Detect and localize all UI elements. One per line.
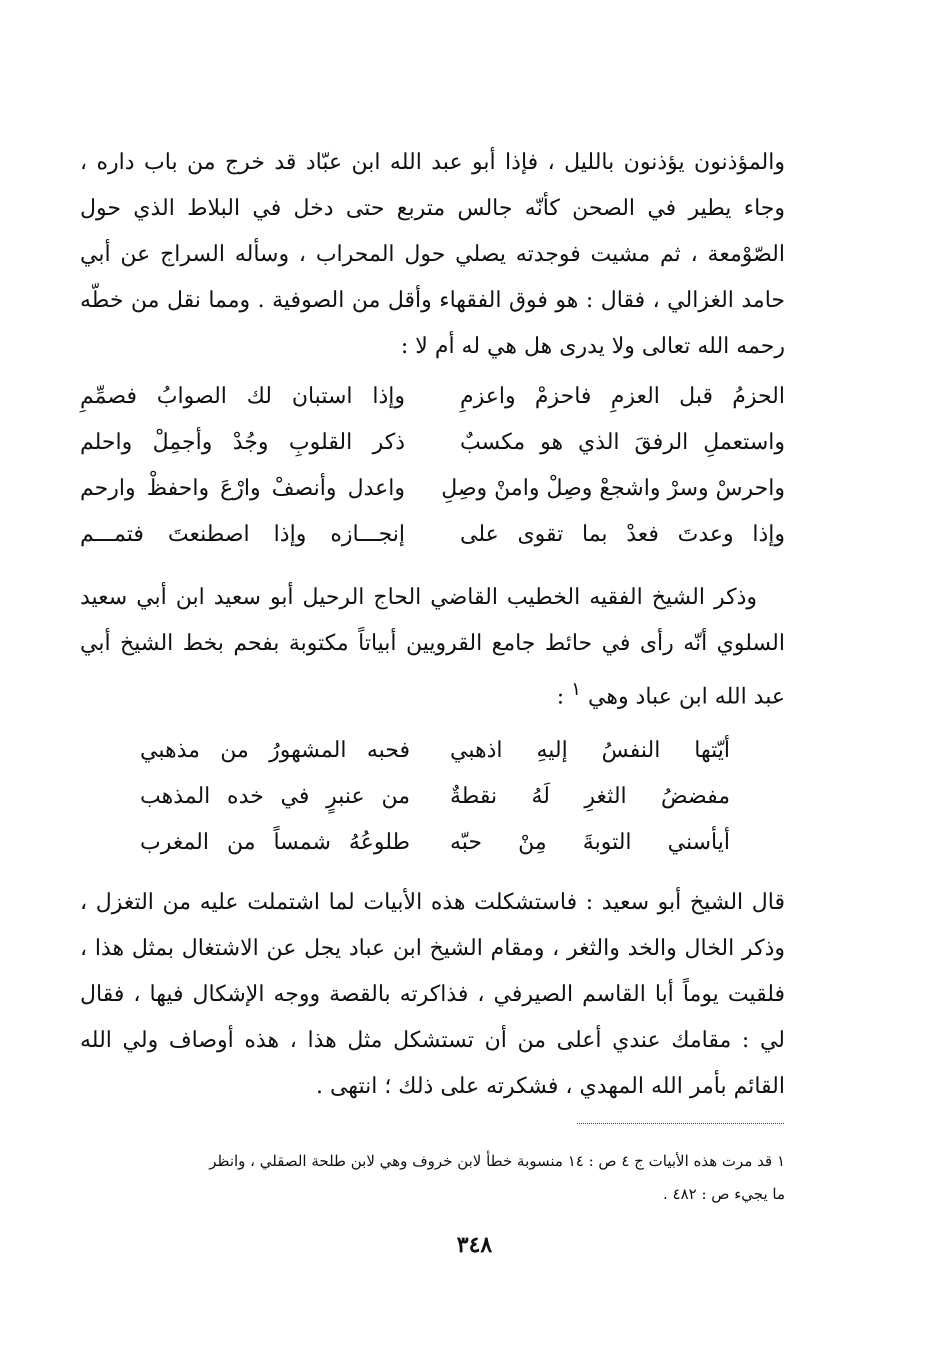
poem-1-verse xyxy=(80,374,785,420)
paragraph-2-body: وذكر الشيخ الفقيه الخطيب القاضي الحاج الرحيل أبو سعيد ابن أبي سعيد السلوي أنّه رأى في حائط جامع القرويين أبياتاً مكتوبة بفحم بخط الشيخ أبي عبد الله ابن عباد وهي xyxy=(80,585,785,710)
poem-1-verse xyxy=(80,512,785,558)
paragraph-1 xyxy=(80,140,785,370)
paragraph-3-text: قال الشيخ أبو سعيد : فاستشكلت هذه الأبيات لما اشتملت عليه من التغزل ، وذكر الخال والخد والثغر ، ومقام الشيخ ابن عباد يجل عن الاشتغال بمثل هذا ، فلقيت يوماً أبا القاسم الصيرفي ، فذاكرته بالقصة ووجه الإشكال فيها ، فقال لي : مقامك عندي أعلى من أن تستشكل مثل هذا ، هذه أوصاف ولي الله القائم بأمر الله المهدي ، فشكرته على ذلك ؛ انتهى . xyxy=(80,890,785,1099)
hemistich-second: إنجـــازه وإذا اصطنعتَ فتمـــم xyxy=(80,522,405,547)
poem-1 xyxy=(80,374,785,558)
hemistich-second: ذكر القلوبِ وجُدْ وأجمِلْ واحلم xyxy=(80,430,405,455)
hemistich-first: واستعملِ الرفقَ الذي هو مكسبٌ xyxy=(460,430,785,455)
hemistich-second: وإذا استبان لك الصوابُ فصمِّمِ xyxy=(80,384,405,409)
poem-2 xyxy=(140,728,730,866)
footnote-line-2: ما يجيء ص : ٤٨٢ . xyxy=(663,1185,785,1203)
poem-1-verse xyxy=(80,420,785,466)
hemistich-first: واحرسْ وسرْ واشجعْ وصِلْ وامنْ وصِلِ xyxy=(441,476,785,501)
hemistich-second: فحبه المشهورُ من مذهبي xyxy=(140,738,410,763)
poem-1-verse xyxy=(80,466,785,512)
paragraph-2-end: : xyxy=(556,684,572,710)
poem-2-verse xyxy=(140,728,730,774)
poem-2-verse xyxy=(140,820,730,866)
hemistich-first: مفضضُ الثغرِ لَهُ نقطةٌ xyxy=(450,784,730,809)
page-number: ٣٤٨ xyxy=(456,1232,493,1258)
footnote-marker: ١ xyxy=(571,679,581,700)
footnote xyxy=(80,1145,785,1211)
footnote-line-1: ١ قد مرت هذه الأبيات ج ٤ ص : ١٤ منسوبة خطأ لابن خروف وهي لابن طلحة الصقلي ، وانظر xyxy=(209,1152,785,1170)
hemistich-second: واعدل وأنصفْ وارْعَ واحفظْ وارحم xyxy=(80,476,405,501)
paragraph-2-text xyxy=(80,575,785,720)
footnote-divider xyxy=(577,1123,784,1124)
hemistich-second: من عنبرٍ في خده المذهب xyxy=(140,784,410,809)
paragraph-1-text: والمؤذنون يؤذنون بالليل ، فإذا أبو عبد الله ابن عبّاد قد خرج من باب داره ، وجاء يطير في الصحن كأنّه جالس متربع حتى دخل في البلاط الذي حول الصّوْمعة ، ثم مشيت فوجدته يصلي حول المحراب ، وسأله السراج عن أبي حامد الغزالي ، فقال : هو فوق الفقهاء وأقل من الصوفية . ومما نقل من خطّه رحمه الله تعالى ولا يدرى هل هي له أم لا : xyxy=(80,150,785,359)
hemistich-first: الحزمُ قبل العزمِ فاحزمْ واعزمِ xyxy=(460,384,785,409)
hemistich-first: أيّتها النفسُ إليهِ اذهبي xyxy=(450,738,730,763)
hemistich-second: طلوعُهُ شمساً من المغرب xyxy=(140,830,410,855)
hemistich-first: وإذا وعدتَ فعدْ بما تقوى على xyxy=(460,522,785,547)
paragraph-3 xyxy=(80,880,785,1110)
hemistich-first: أيأسني التوبةَ مِنْ حبّه xyxy=(450,830,730,855)
paragraph-2 xyxy=(80,575,785,720)
poem-2-verse xyxy=(140,774,730,820)
